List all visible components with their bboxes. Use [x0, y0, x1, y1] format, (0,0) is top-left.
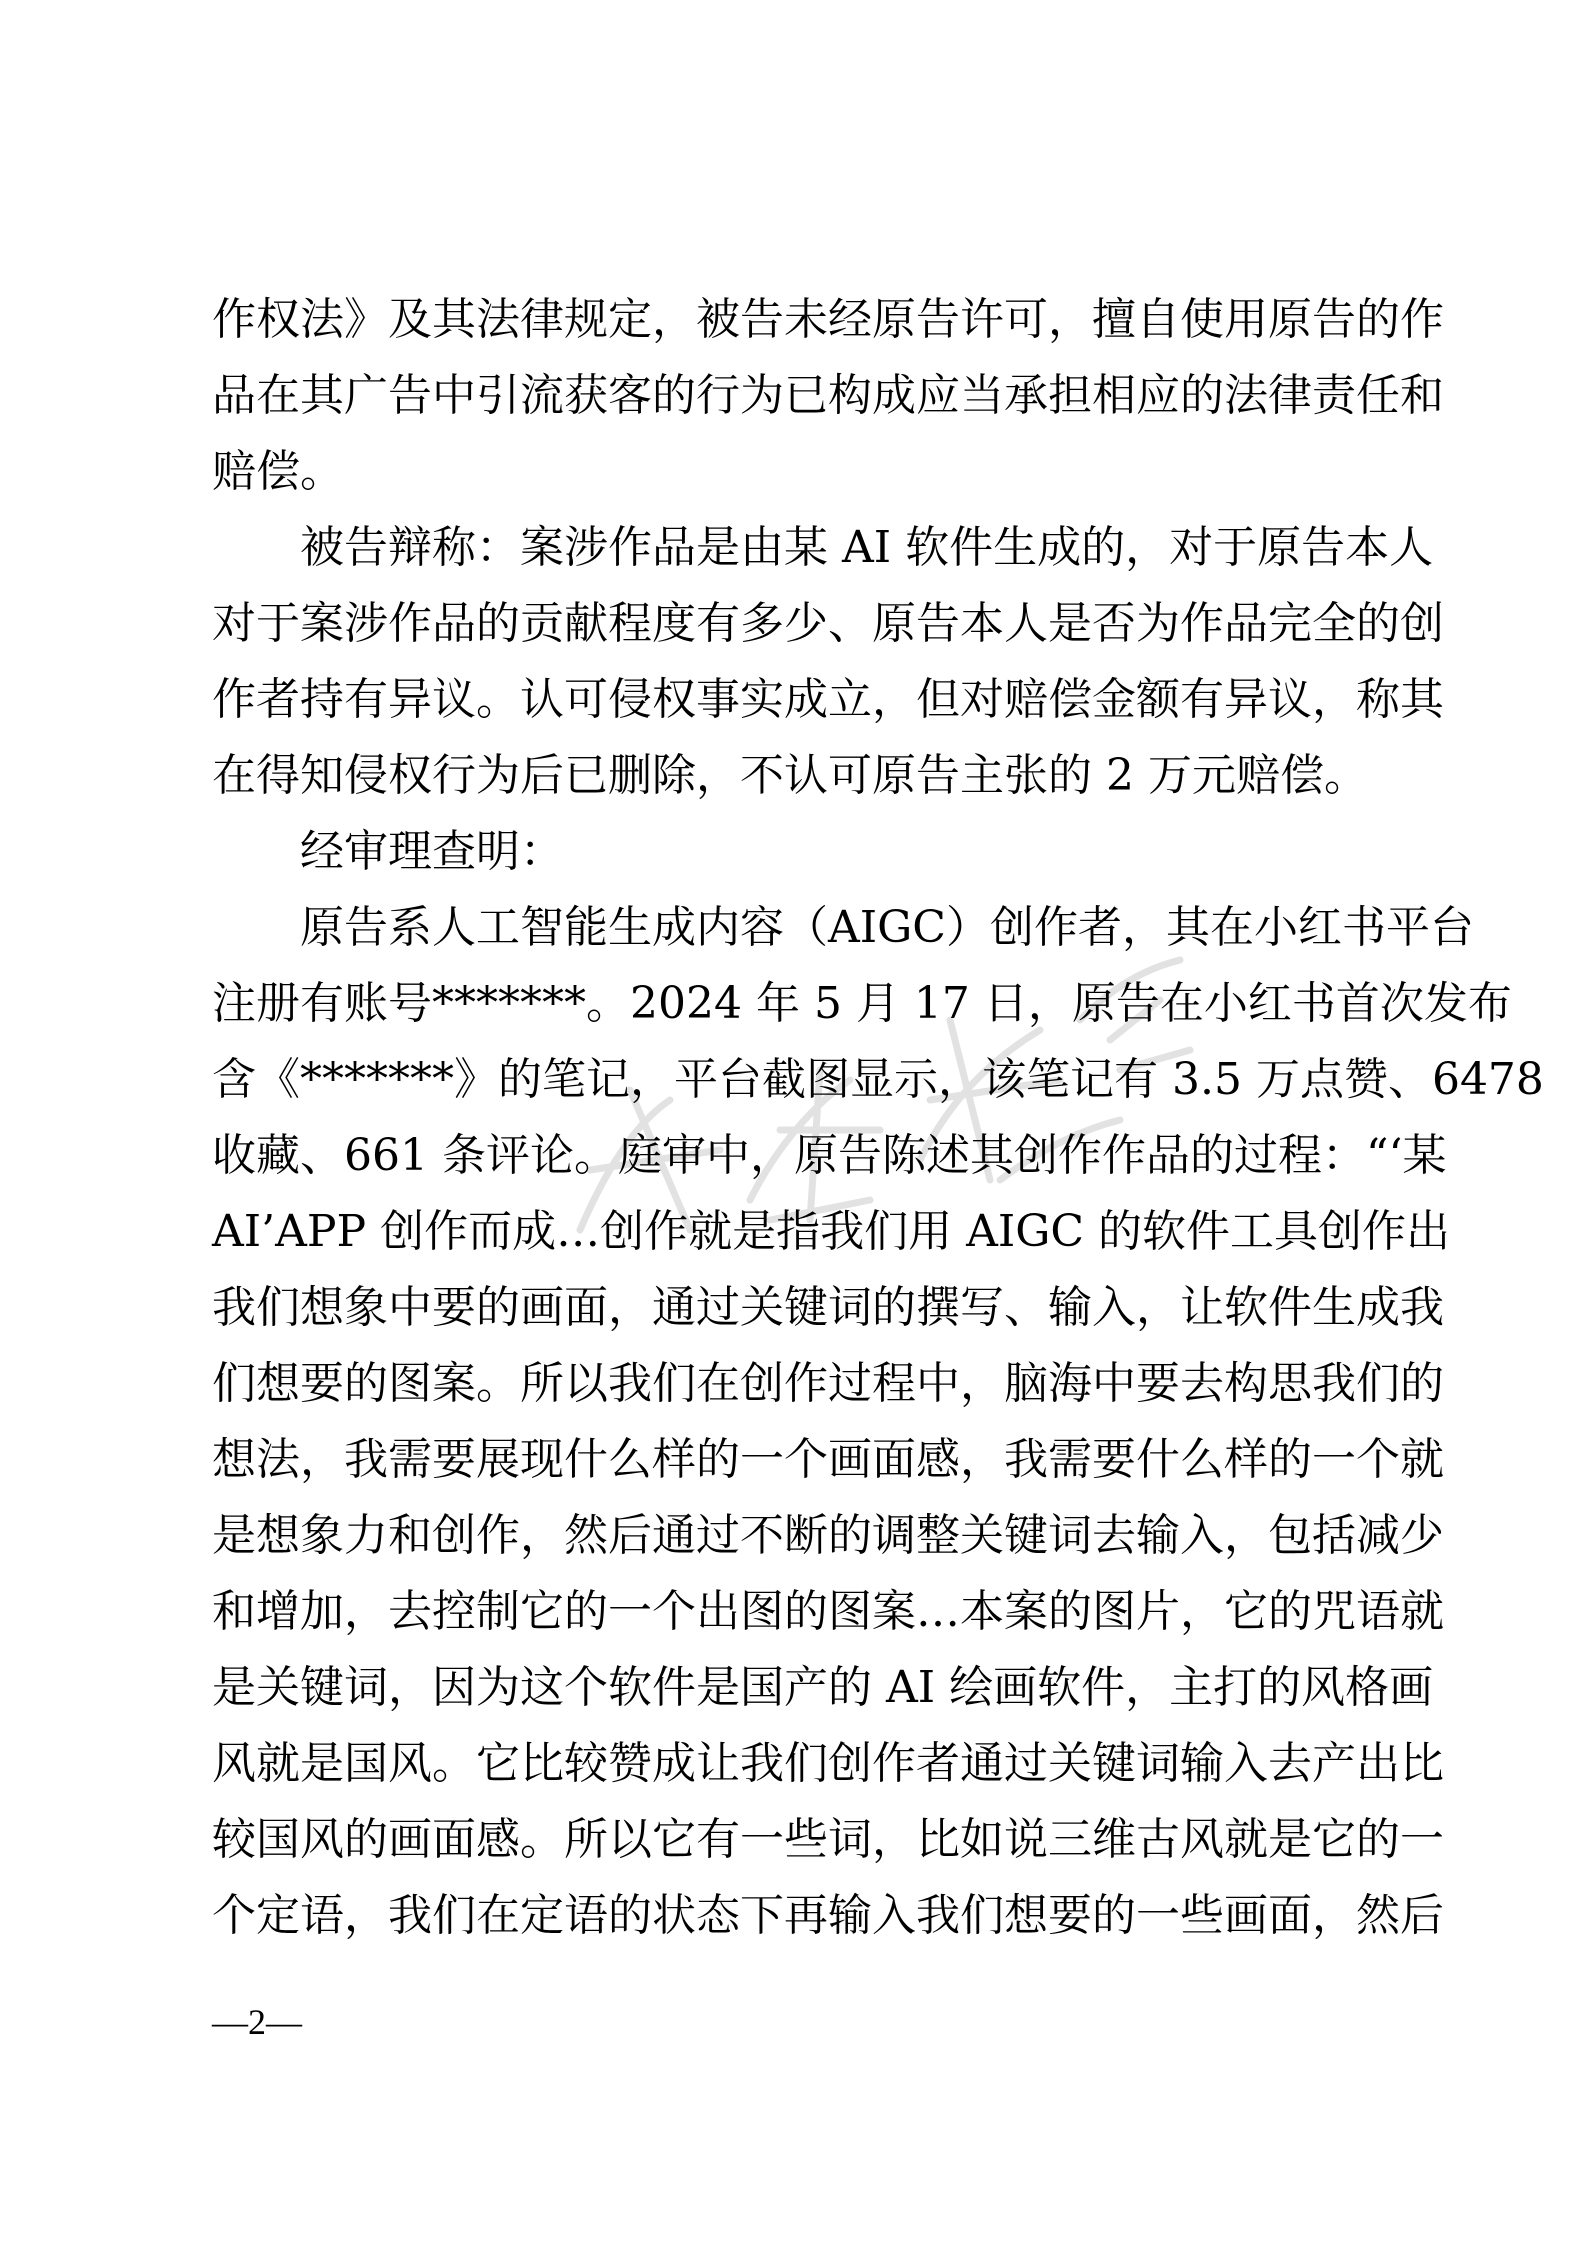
text-line: 原告系人工智能生成内容（AIGC）创作者，其在小红书平台 — [300, 902, 1474, 953]
text-line: 作权法》及其法律规定，被告未经原告许可，擅自使用原告的作 — [212, 294, 1444, 345]
text-line: 们想要的图案。所以我们在创作过程中，脑海中要去构思我们的 — [212, 1358, 1444, 1409]
text-line: 收藏、661 条评论。庭审中，原告陈述其创作作品的过程：“‘某 — [212, 1130, 1447, 1181]
text-line: 含《*******》的笔记，平台截图显示，该笔记有 3.5 万点赞、6478 — [212, 1054, 1544, 1105]
text-line: 被告辩称：案涉作品是由某 AI 软件生成的，对于原告本人 — [300, 522, 1434, 573]
text-line: 赔偿。 — [212, 446, 344, 497]
text-line: 注册有账号*******。2024 年 5 月 17 日，原告在小红书首次发布 — [212, 978, 1512, 1029]
text-line: AI’APP 创作而成…创作就是指我们用 AIGC 的软件工具创作出 — [212, 1206, 1451, 1257]
text-line: 较国风的画面感。所以它有一些词，比如说三维古风就是它的一 — [212, 1814, 1444, 1865]
text-line: 在得知侵权行为后已删除，不认可原告主张的 2 万元赔偿。 — [212, 750, 1368, 801]
text-line: 想法，我需要展现什么样的一个画面感，我需要什么样的一个就 — [212, 1434, 1444, 1485]
page-number: —2— — [212, 2002, 302, 2042]
text-line: 和增加，去控制它的一个出图的图案…本案的图片，它的咒语就 — [212, 1586, 1444, 1637]
text-line: 经审理查明： — [300, 826, 564, 877]
body-text — [212, 282, 1544, 1954]
text-line: 我们想象中要的画面，通过关键词的撰写、输入，让软件生成我 — [212, 1282, 1444, 1333]
text-line: 品在其广告中引流获客的行为已构成应当承担相应的法律责任和 — [212, 370, 1444, 421]
paragraph — [212, 814, 1402, 890]
text-line: 个定语，我们在定语的状态下再输入我们想要的一些画面，然后 — [212, 1890, 1444, 1941]
paragraph — [212, 282, 1444, 510]
text-line: 作者持有异议。认可侵权事实成立，但对赔偿金额有异议，称其 — [212, 674, 1444, 725]
text-line: 风就是国风。它比较赞成让我们创作者通过关键词输入去产出比 — [212, 1738, 1444, 1789]
text-line: 对于案涉作品的贡献程度有多少、原告本人是否为作品完全的创 — [212, 598, 1444, 649]
paragraph — [212, 890, 1544, 1954]
text-line: 是想象力和创作，然后通过不断的调整关键词去输入，包括减少 — [212, 1510, 1444, 1561]
text-line: 是关键词，因为这个软件是国产的 AI 绘画软件，主打的风格画 — [212, 1662, 1434, 1713]
paragraph — [212, 510, 1444, 814]
